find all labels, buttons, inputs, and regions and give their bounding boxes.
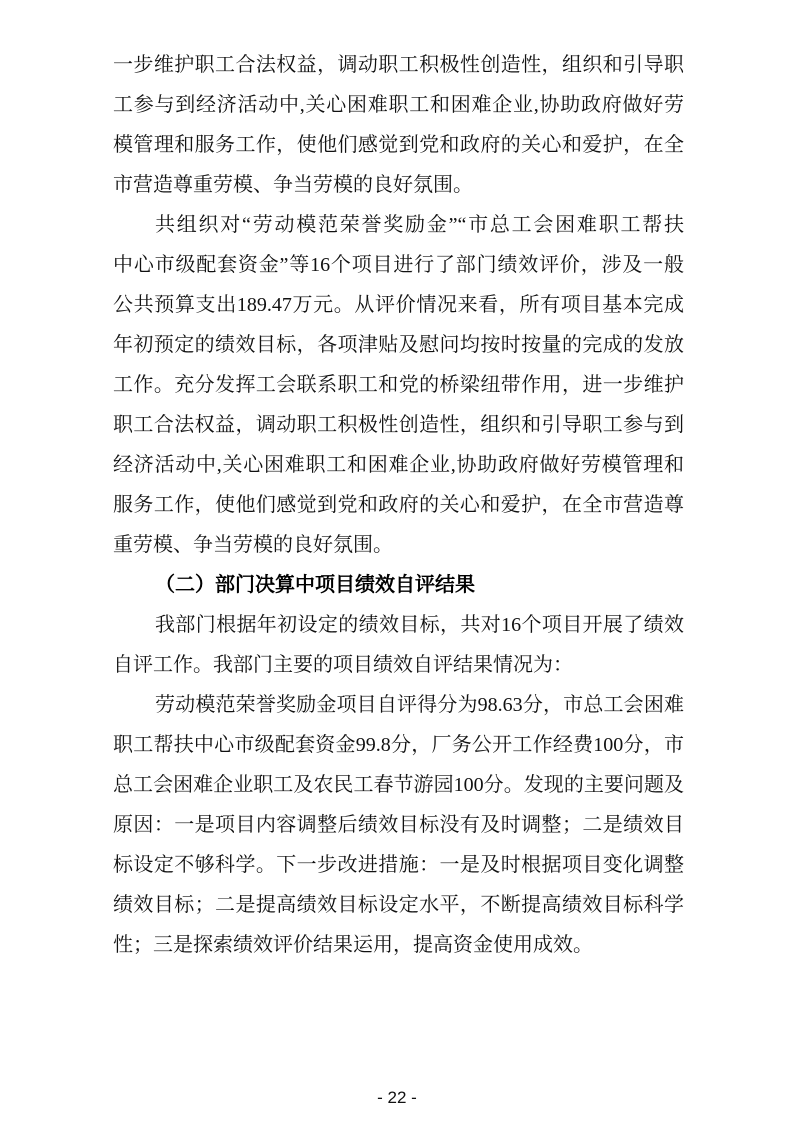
text-line: 职工合法权益，调动职工积极性创造性，组织和引导职工参与到 bbox=[113, 414, 684, 436]
text-line: 总工会困难企业职工及农民工春节游园100分。发现的主要问题及 bbox=[113, 774, 684, 796]
page-number: - 22 - bbox=[377, 1088, 417, 1107]
text-line: 工作。充分发挥工会联系职工和党的桥梁纽带作用，进一步维护 bbox=[113, 374, 684, 396]
text-block bbox=[113, 45, 684, 965]
text-line: 性；三是探索绩效评价结果运用，提高资金使用成效。 bbox=[113, 934, 593, 956]
text-line: 模管理和服务工作，使他们感觉到党和政府的关心和爱护，在全 bbox=[113, 134, 684, 156]
text-line: 年初预定的绩效目标，各项津贴及慰问均按时按量的完成的发放 bbox=[113, 334, 684, 356]
paragraph bbox=[113, 45, 684, 205]
text-line: 绩效目标；二是提高绩效目标设定水平，不断提高绩效目标科学 bbox=[113, 894, 684, 916]
section-heading: （二）部门决算中项目绩效自评结果 bbox=[155, 574, 475, 596]
text-line: 职工帮扶中心市级配套资金99.8分，厂务公开工作经费100分，市 bbox=[113, 734, 684, 756]
text-line: 工参与到经济活动中,关心困难职工和困难企业,协助政府做好劳 bbox=[113, 94, 684, 116]
text-line: 重劳模、争当劳模的良好氛围。 bbox=[113, 534, 393, 556]
text-line: 标设定不够科学。下一步改进措施：一是及时根据项目变化调整 bbox=[113, 854, 684, 876]
text-line: 一步维护职工合法权益，调动职工积极性创造性，组织和引导职 bbox=[113, 54, 684, 76]
text-line: 我部门根据年初设定的绩效目标，共对16个项目开展了绩效 bbox=[155, 614, 684, 636]
text-line: 劳动模范荣誉奖励金项目自评得分为98.63分，市总工会困难 bbox=[155, 694, 684, 716]
text-line: 市营造尊重劳模、争当劳模的良好氛围。 bbox=[113, 174, 473, 196]
paragraph bbox=[113, 685, 684, 965]
text-line: 共组织对“劳动模范荣誉奖励金”“市总工会困难职工帮扶 bbox=[155, 214, 684, 236]
text-line: 公共预算支出189.47万元。从评价情况来看，所有项目基本完成 bbox=[113, 294, 684, 316]
paragraph bbox=[113, 605, 684, 685]
paragraph bbox=[113, 205, 684, 565]
text-line: 中心市级配套资金”等16个项目进行了部门绩效评价，涉及一般 bbox=[113, 254, 684, 276]
text-line: 自评工作。我部门主要的项目绩效自评结果情况为： bbox=[113, 654, 573, 676]
text-line: 原因：一是项目内容调整后绩效目标没有及时调整；二是绩效目 bbox=[113, 814, 684, 836]
text-line: 服务工作，使他们感觉到党和政府的关心和爱护，在全市营造尊 bbox=[113, 494, 684, 516]
text-line: 经济活动中,关心困难职工和困难企业,协助政府做好劳模管理和 bbox=[113, 454, 684, 476]
